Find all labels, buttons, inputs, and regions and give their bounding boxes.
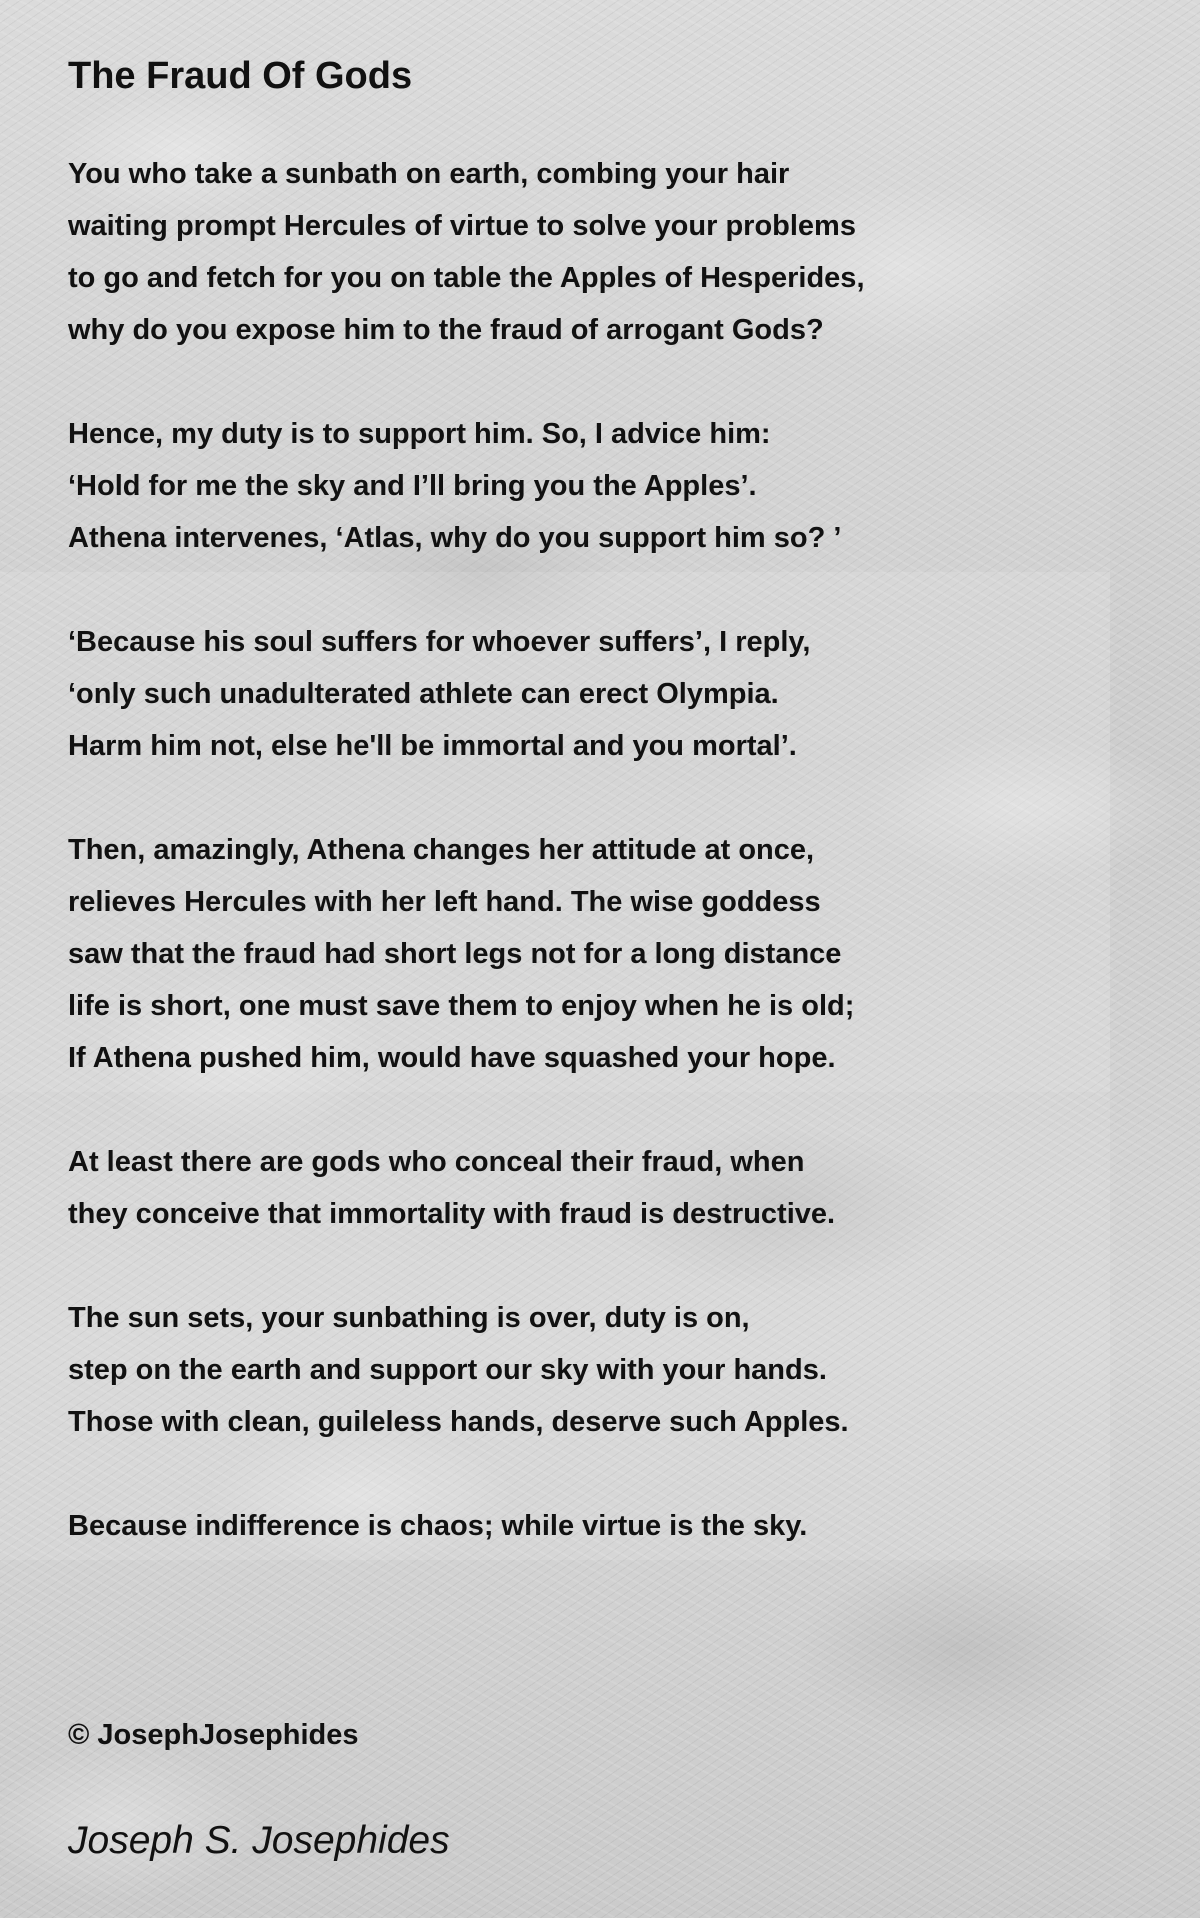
stanza-6 (68, 1292, 1128, 1448)
poem-line: relieves Hercules with her left hand. The wise goddess (68, 886, 821, 918)
poem-line: why do you expose him to the fraud of arrogant Gods? (68, 314, 824, 346)
poem-line: they conceive that immortality with fraud is destructive. (68, 1198, 836, 1230)
stanza-5 (68, 1136, 1128, 1240)
poem-line: Hence, my duty is to support him. So, I advice him: (68, 418, 771, 450)
poem-line: step on the earth and support our sky with your hands. (68, 1354, 827, 1386)
stanza-2 (68, 408, 1128, 564)
poem-line: If Athena pushed him, would have squashed your hope. (68, 1042, 836, 1074)
poem-body (68, 148, 1128, 1604)
poem-line: waiting prompt Hercules of virtue to solve your problems (68, 210, 856, 242)
stanza-7 (68, 1500, 1128, 1552)
poem-line: Then, amazingly, Athena changes her attitude at once, (68, 834, 815, 866)
poem-line: At least there are gods who conceal their fraud, when (68, 1146, 805, 1178)
poem-line: ‘only such unadulterated athlete can erect Olympia. (68, 678, 779, 710)
poem-line: to go and fetch for you on table the Apples of Hesperides, (68, 262, 865, 294)
poem-line: Those with clean, guileless hands, deserve such Apples. (68, 1406, 849, 1438)
poem-line: ‘Hold for me the sky and I’ll bring you the Apples’. (68, 470, 757, 502)
author-signature: Joseph S. Josephides (68, 1819, 450, 1862)
poem-line: You who take a sunbath on earth, combing your hair (68, 158, 790, 190)
stanza-4 (68, 824, 1128, 1084)
poem-line: Harm him not, else he'll be immortal and you mortal’. (68, 730, 797, 762)
poem-line: Because indifference is chaos; while virtue is the sky. (68, 1510, 808, 1542)
poem-line: The sun sets, your sunbathing is over, duty is on, (68, 1302, 750, 1334)
copyright-notice: © JosephJosephides (68, 1719, 359, 1751)
poem-line: life is short, one must save them to enjoy when he is old; (68, 990, 855, 1022)
poem-title: The Fraud Of Gods (68, 55, 413, 97)
poem-line: Athena intervenes, ‘Atlas, why do you support him so? ’ (68, 522, 842, 554)
stanza-1 (68, 148, 1128, 356)
poem-line: ‘Because his soul suffers for whoever suffers’, I reply, (68, 626, 811, 658)
stanza-3 (68, 616, 1128, 772)
poem-line: saw that the fraud had short legs not for a long distance (68, 938, 842, 970)
